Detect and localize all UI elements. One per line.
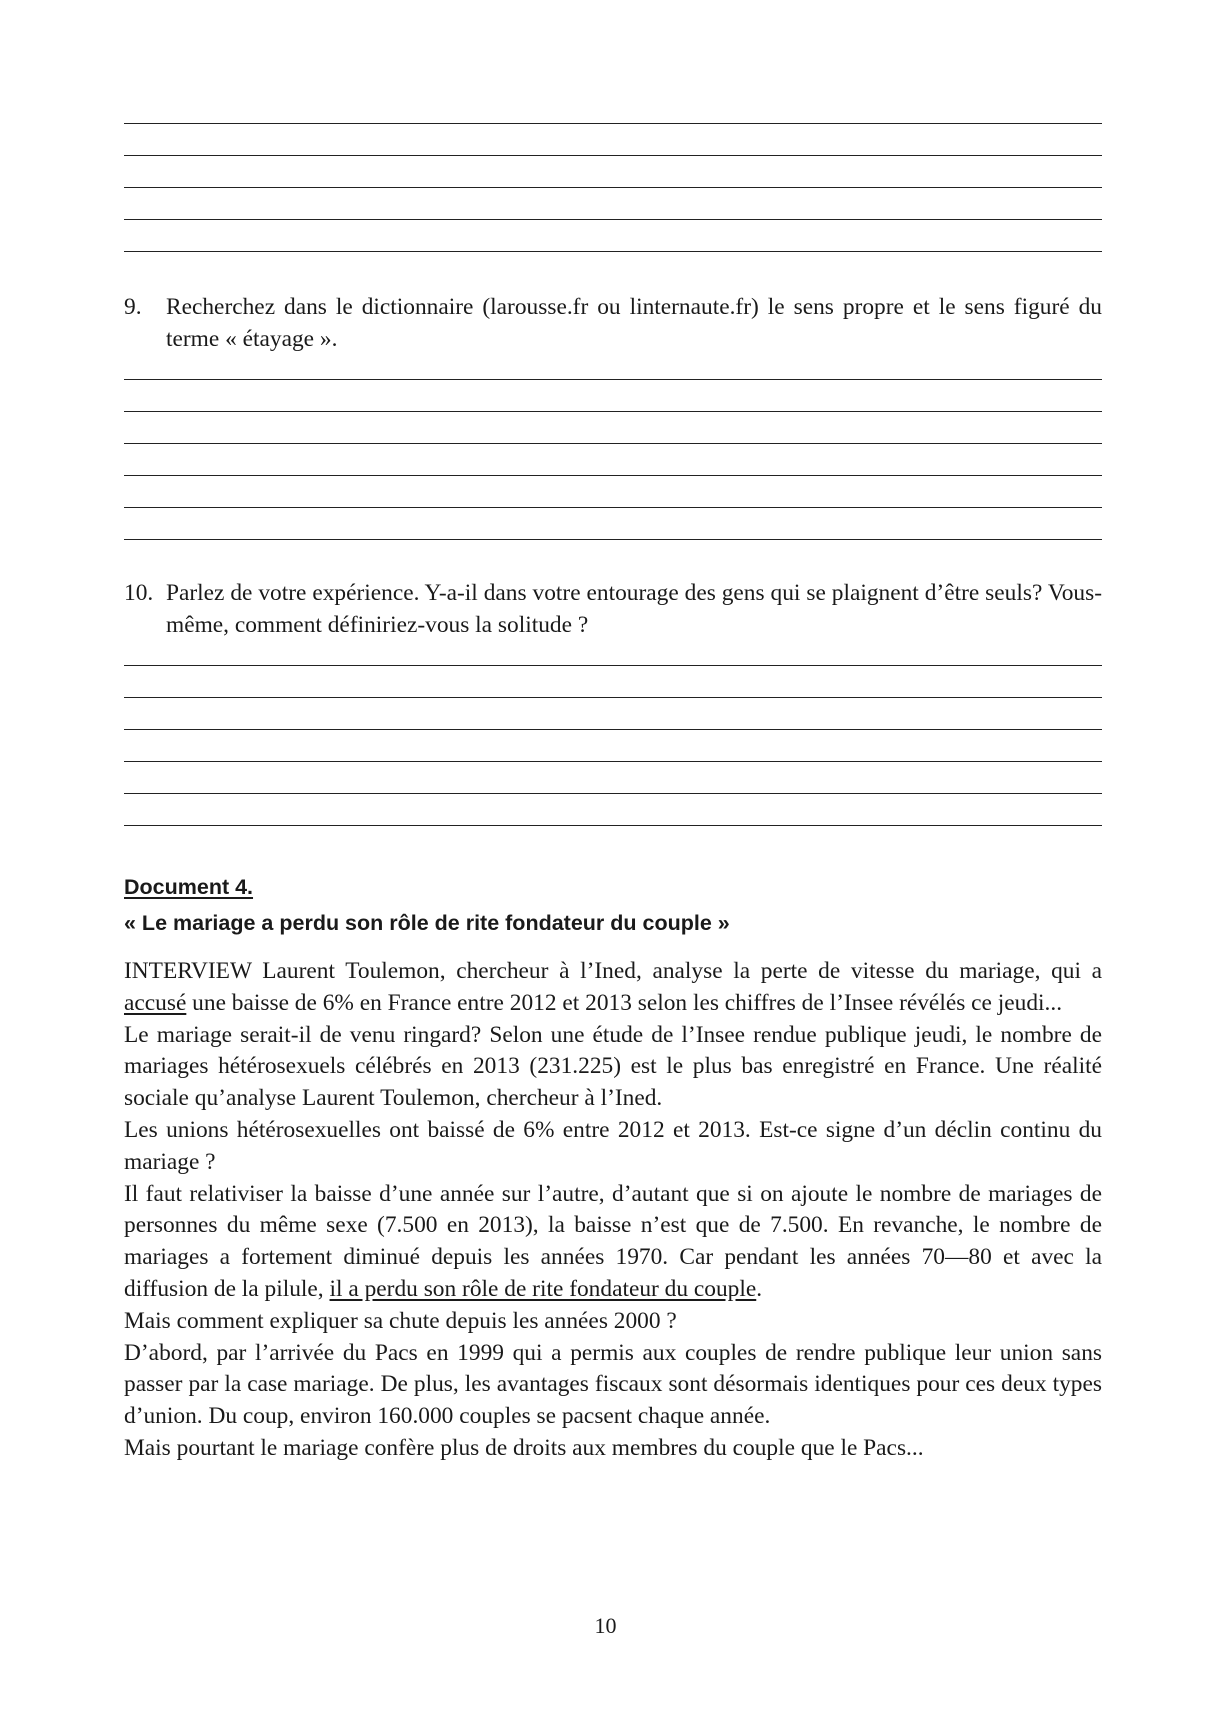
answer-line — [124, 123, 1102, 124]
answer-line — [124, 729, 1102, 730]
answer-line — [124, 155, 1102, 156]
answer-line — [124, 443, 1102, 444]
interview-question: Mais pourtant le mariage confère plus de droits aux membres du couple que le Pacs... — [124, 1434, 924, 1461]
question-text: Recherchez dans le dictionnaire (larousse.fr ou linternaute.fr) le sens propre et le sens figuré du terme « étayage ». — [166, 294, 1102, 352]
answer-line — [124, 539, 1102, 540]
question-number: 10. — [124, 580, 154, 606]
text-run: Il faut relativiser la baisse d’une année sur l’autre, d’autant que si on ajoute le nombre de mariages de personnes du même sexe (7.500 en 2013), la baisse n’est que de 7.500. En revanche, le nombre de mariages a fortement diminué depuis les années 1970. Car pendant les années 70—80 et avec la diffusion de la pilule, — [124, 1180, 1102, 1302]
answer-line — [124, 507, 1102, 508]
answer-line — [124, 251, 1102, 252]
text-run: une baisse de 6% en France entre 2012 et 2013 selon les chiffres de l’Insee révélés ce jeudi... — [186, 989, 1063, 1016]
paragraph-intro — [124, 956, 1102, 1020]
interview-answer — [124, 1179, 1102, 1306]
interview-question: Mais comment expliquer sa chute depuis les années 2000 ? — [124, 1307, 677, 1334]
question-10 — [124, 578, 1102, 641]
question-9 — [124, 292, 1102, 355]
answer-line — [124, 475, 1102, 476]
answer-line — [124, 411, 1102, 412]
text-run: INTERVIEW Laurent Toulemon, chercheur à l’Ined, analyse la perte de vitesse du mariage, qui a — [124, 958, 1102, 984]
underlined-word: accusé — [124, 989, 187, 1016]
answer-line — [124, 825, 1102, 826]
interview-question: Les unions hétérosexuelles ont baissé de 6% entre 2012 et 2013. Est-ce signe d’un déclin continu du mariage ? — [124, 1116, 1102, 1175]
document-subtitle: « Le mariage a perdu son rôle de rite fondateur du couple » — [124, 911, 730, 935]
underlined-phrase: il a perdu son rôle de rite fondateur du couple — [329, 1275, 757, 1302]
paragraph: Le mariage serait-il de venu ringard? Selon une étude de l’Insee rendue publique jeudi, le nombre de mariages hétérosexuels célébrés en 2013 (231.225) est le plus bas enregistré en France. Une réalité sociale qu’analyse Laurent Toulemon, chercheur à l’Ined. — [124, 1021, 1102, 1112]
answer-line — [124, 379, 1102, 380]
answer-line — [124, 697, 1102, 698]
question-number: 9. — [124, 294, 142, 320]
page-number: 10 — [594, 1613, 617, 1638]
answer-line — [124, 219, 1102, 220]
answer-line — [124, 761, 1102, 762]
question-text: Parlez de votre expérience. Y-a-il dans votre entourage des gens qui se plaignent d’être seuls? Vous-même, comment définiriez-vous la solitude ? — [166, 580, 1102, 638]
text-run: . — [756, 1275, 763, 1302]
answer-line — [124, 793, 1102, 794]
answer-line — [124, 665, 1102, 666]
interview-text — [124, 956, 1102, 1465]
interview-answer: D’abord, par l’arrivée du Pacs en 1999 qui a permis aux couples de rendre publique leur union sans passer par la case mariage. De plus, les avantages fiscaux sont désormais identiques pour ces deux types d’union. Du coup, environ 160.000 couples se pacsent chaque année. — [124, 1339, 1102, 1430]
answer-line — [124, 187, 1102, 188]
document-title: Document 4. — [124, 875, 254, 899]
